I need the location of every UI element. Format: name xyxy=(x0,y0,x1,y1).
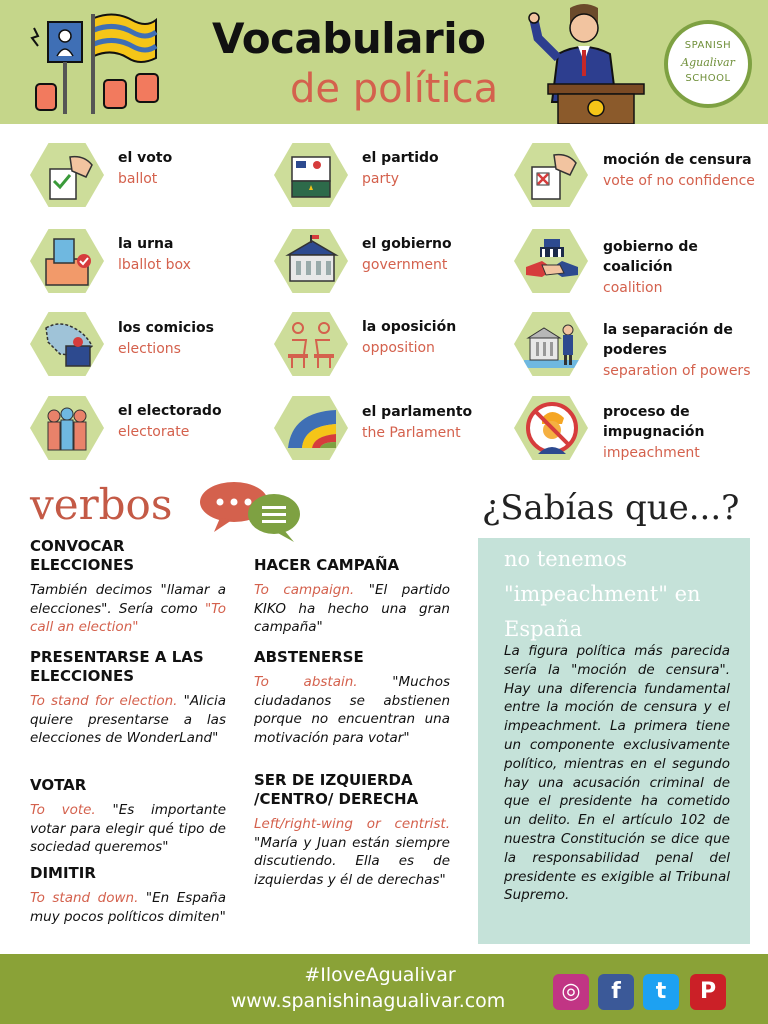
sabias-body: La figura política más parecida sería la "moción de censura". Hay una diferencia fundamental entre la moción de censura y el impeachment. La primera tiene un componente exclusivamente político, mientras en el segundo hay una acusación criminal de que el presidente ha cometido un delito. En el artículo 102 de nuestra Constitución se dice que la responsabilidad penal del presidente es exigible al Tribunal Supremo. xyxy=(504,643,730,904)
logo-line-1: SPANISH xyxy=(684,40,732,51)
vocab-term-en: electorate xyxy=(118,424,190,440)
ballot-hand-icon xyxy=(30,143,104,207)
facebook-icon[interactable]: f xyxy=(598,974,634,1010)
verb-heading: DIMITIR xyxy=(30,864,96,882)
handshake-icon xyxy=(514,229,588,293)
vocab-term-es: el gobierno xyxy=(362,236,452,252)
verb-example xyxy=(30,801,226,857)
vocab-term-en: impeachment xyxy=(603,445,700,461)
verb-heading: HACER CAMPAÑA xyxy=(254,556,400,574)
verbos-title: verbos xyxy=(30,480,173,529)
verb-example-text: "En España muy pocos políticos dimiten" xyxy=(30,890,226,925)
vocab-term-es: proceso de impugnación xyxy=(603,404,705,440)
vocab-term-en: separation of powers xyxy=(603,363,751,379)
vocab-term-es: moción de censura xyxy=(603,152,752,168)
instagram-icon[interactable]: ◎ xyxy=(553,974,589,1010)
vocab-term-es: el voto xyxy=(118,150,173,166)
sabias-title: ¿Sabías que...? xyxy=(482,488,740,528)
logo-line-3: SCHOOL xyxy=(685,73,731,84)
people-group-icon xyxy=(30,396,104,460)
speech-bubbles-icon xyxy=(198,478,304,544)
vocab-term-en: opposition xyxy=(362,340,435,356)
pinterest-icon[interactable]: P xyxy=(690,974,726,1010)
verb-example-text: "María y Juan están siempre discutiendo. Ella es de izquierdas y él de derechas" xyxy=(254,834,450,888)
verb-example xyxy=(30,581,226,637)
vocab-term-es: el electorado xyxy=(118,403,222,419)
verb-translation: To vote. xyxy=(30,802,96,818)
verb-example-text: "El partido KIKO ha hecho una gran campaña" xyxy=(254,582,450,635)
page-title: Vocabulario xyxy=(212,14,486,63)
footer xyxy=(0,954,768,1024)
vocab-term-es: gobierno de coalición xyxy=(603,239,698,275)
verb-translation: To abstain. xyxy=(254,674,358,690)
verb-translation: "To call an election" xyxy=(30,600,226,635)
verb-example-text: También decimos "llamar a elecciones". Sería como xyxy=(30,582,226,617)
government-building-icon xyxy=(274,229,348,293)
verb-heading: CONVOCAR ELECCIONES xyxy=(30,537,135,574)
twitter-icon[interactable]: t xyxy=(643,974,679,1010)
verb-translation: Left/right-wing or centrist. xyxy=(254,816,450,832)
vocab-term-en: coalition xyxy=(603,280,663,296)
sabias-box xyxy=(478,538,750,944)
vocab-term-en: party xyxy=(362,171,399,187)
ballot-box-icon xyxy=(30,229,104,293)
vocab-term-en: elections xyxy=(118,341,181,357)
verb-translation: To campaign. xyxy=(254,582,355,598)
protest-illustration-icon xyxy=(28,4,168,122)
verb-translation: To stand down. xyxy=(30,890,139,906)
header-banner xyxy=(0,0,768,124)
vocab-term-en: ballot xyxy=(118,171,158,187)
verb-example xyxy=(254,815,450,889)
verb-example xyxy=(30,692,226,748)
parliament-seats-icon xyxy=(274,396,348,460)
vocab-term-en: government xyxy=(362,257,448,273)
verb-heading: SER DE IZQUIERDA /CENTRO/ DERECHA xyxy=(254,771,419,808)
party-meeting-icon xyxy=(274,143,348,207)
verb-heading: ABSTENERSE xyxy=(254,648,364,666)
vocab-term-es: la separación de poderes xyxy=(603,322,733,358)
vocab-term-es: los comicios xyxy=(118,320,214,336)
logo-line-2: Agualivar xyxy=(681,56,735,69)
school-logo xyxy=(664,20,752,108)
vocab-term-es: el parlamento xyxy=(362,404,473,420)
verb-example xyxy=(254,581,450,637)
verb-translation: To stand for election. xyxy=(30,693,178,709)
justice-icon xyxy=(514,312,588,376)
verb-example-text: "Muchos ciudadanos se abstienen porque no encuentran una motivación para votar" xyxy=(254,674,450,746)
vocab-term-es: el partido xyxy=(362,150,439,166)
vocab-term-en: vote of no confidence xyxy=(603,173,755,189)
website-link[interactable]: www.spanishinagualivar.com xyxy=(230,990,506,1012)
verb-example xyxy=(254,673,450,747)
impeachment-icon xyxy=(514,396,588,460)
sabias-subtitle: no tenemos "impeachment" en España xyxy=(504,547,701,641)
page-subtitle: de política xyxy=(290,66,499,112)
verb-heading: VOTAR xyxy=(30,776,87,794)
verb-example xyxy=(30,889,226,926)
verb-example-text: "Es importante votar para elegir qué tipo de sociedad queremos" xyxy=(30,802,226,855)
verb-example-text: "Alicia quiere presentarse a las elecciones de WonderLand" xyxy=(30,693,226,746)
vocab-term-es: la urna xyxy=(118,236,174,252)
verb-heading: PRESENTARSE A LAS ELECCIONES xyxy=(30,648,204,685)
elections-map-icon xyxy=(30,312,104,376)
vocab-term-en: the Parlament xyxy=(362,425,461,441)
vocab-term-en: lballot box xyxy=(118,257,191,273)
censure-ballot-icon xyxy=(514,143,588,207)
vocab-term-es: la oposición xyxy=(362,319,457,335)
opposition-debate-icon xyxy=(274,312,348,376)
politician-speaker-icon xyxy=(528,2,652,124)
hashtag: #IloveAgualivar xyxy=(304,964,456,986)
